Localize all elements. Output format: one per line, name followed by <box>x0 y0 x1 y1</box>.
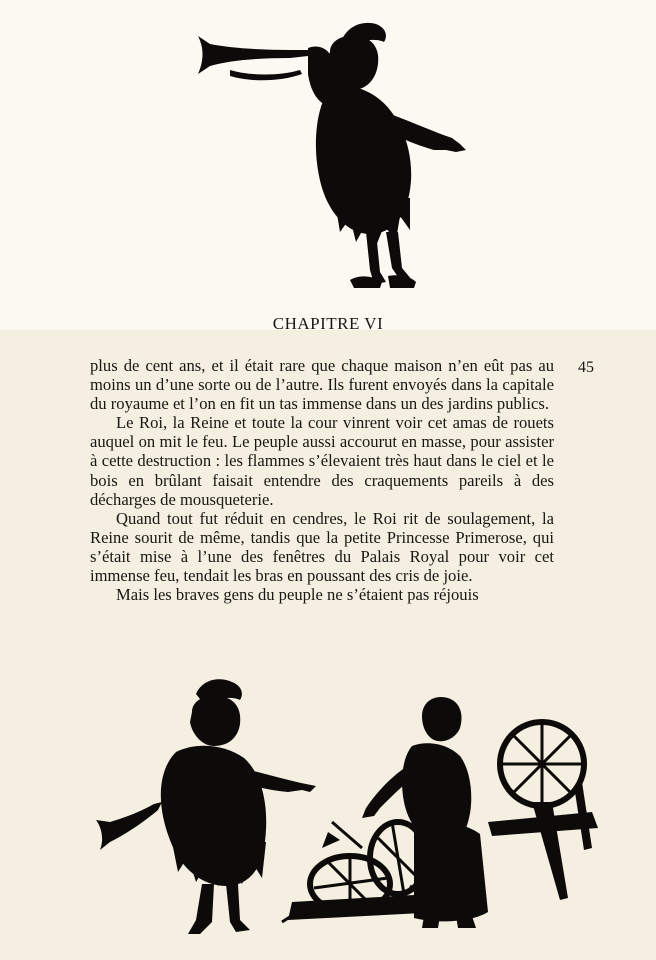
bottom-illustration-silhouette <box>92 672 612 948</box>
paragraph: Le Roi, la Reine et toute la cour vinrent voir cet amas de rouets auquel on mit le feu. Le peuple aussi accourut en masse, pour assister à cette destruction : les flammes s’élevaient très haut dans le ciel et le bois en brûlant faisait entendre des craquements pareils à des décharges de mousqueterie. <box>90 413 554 509</box>
body-text <box>90 356 554 604</box>
paragraph: Mais les braves gens du peuple ne s’étaient pas réjouis <box>116 585 479 605</box>
page-number: 45 <box>578 359 594 376</box>
herald-trumpeter-silhouette <box>190 18 470 300</box>
paragraph: Quand tout fut réduit en cendres, le Roi rit de soulagement, la Reine sourit de même, tandis que la petite Princesse Primerose, qui s’était mise à l’une des fenêtres du Palais Royal pour voir cet immense feu, tendait les bras en poussant des cris de joie. <box>90 508 554 586</box>
paragraph: plus de cent ans, et il était rare que chaque maison n’en eût pas au moins un d’une sorte ou de l’autre. Ils furent envoyés dans la capitale du royaume et l’on en fit un tas immense dans un des jardins publics. <box>90 356 554 414</box>
chapter-title: CHAPITRE VI <box>272 314 384 333</box>
